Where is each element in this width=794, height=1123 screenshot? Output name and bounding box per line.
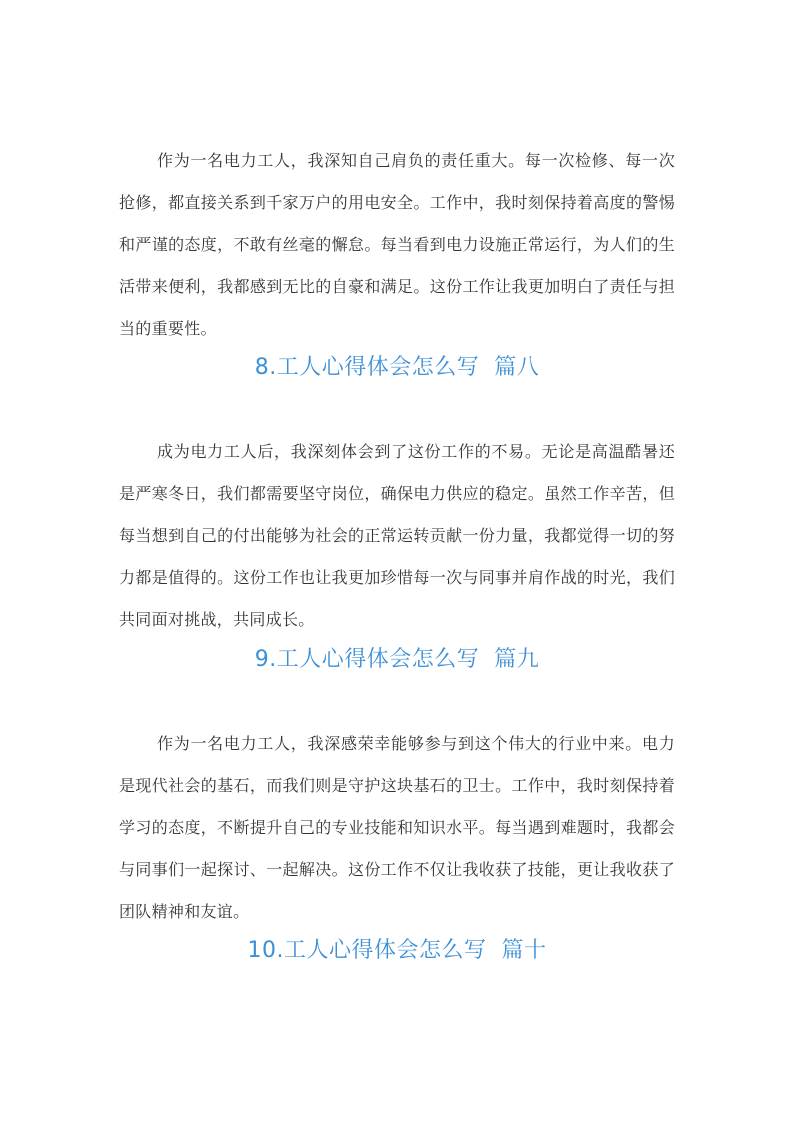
paragraph-8: 成为电力工人后，我深刻体会到了这份工作的不易。无论是高温酷暑还是严寒冬日，我们都需要坚守岗位，确保电力供应的稳定。虽然工作辛苦，但每当想到自己的付出能够为社会的正常运转贡献一份力量，我都觉得一切的努力都是值得的。这份工作也让我更加珍惜每一次与同事并肩作战的时光，我们共同面对挑战，共同成长。 <box>119 442 675 629</box>
heading-section-8: 8.工人心得体会怎么写 篇八 <box>254 355 540 380</box>
paragraph-9: 作为一名电力工人，我深感荣幸能够参与到这个伟大的行业中来。电力是现代社会的基石，而我们则是守护这块基石的卫士。工作中，我时刻保持着学习的态度，不断提升自己的专业技能和知识水平。每当遇到难题时，我都会与同事们一起探讨、一起解决。这份工作不仅让我收获了技能，更让我收获了团队精神和友谊。 <box>119 734 675 921</box>
heading-section-10: 10.工人心得体会怎么写 篇十 <box>247 938 547 963</box>
heading-section-9: 9.工人心得体会怎么写 篇九 <box>254 647 540 672</box>
paragraph-7: 作为一名电力工人，我深知自己肩负的责任重大。每一次检修、每一次抢修，都直接关系到千家万户的用电安全。工作中，我时刻保持着高度的警惕和严谨的态度，不敢有丝毫的懈怠。每当看到电力设施正常运行，为人们的生活带来便利，我都感到无比的自豪和满足。这份工作让我更加明白了责任与担当的重要性。 <box>119 151 675 338</box>
